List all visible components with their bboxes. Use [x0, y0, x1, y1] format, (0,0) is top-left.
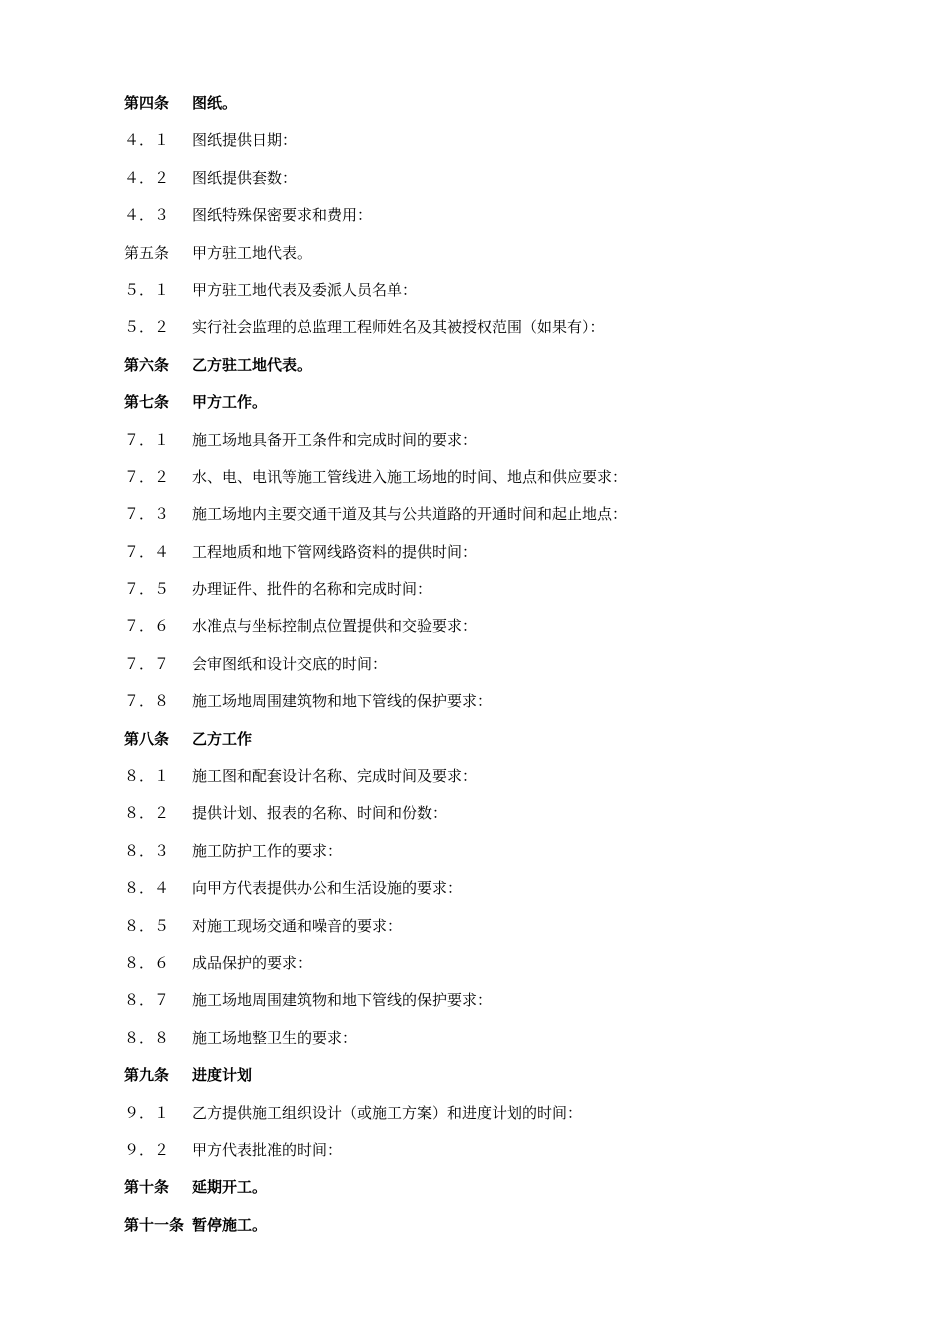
article-heading — [124, 350, 824, 387]
article-label: 第十一条 — [124, 1215, 185, 1234]
clause-item — [124, 125, 824, 162]
clause-item — [124, 686, 824, 723]
clause-text: 施工图和配套设计名称、完成时间及要求： — [192, 767, 478, 786]
article-title: 进度计划 — [192, 1066, 253, 1085]
clause-item — [124, 948, 824, 985]
clause-item — [124, 275, 824, 312]
clause-text: 水准点与坐标控制点位置提供和交验要求： — [192, 617, 478, 636]
clause-text: 实行社会监理的总监理工程师姓名及其被授权范围（如果有）： — [192, 318, 605, 337]
article-title: 乙方驻工地代表。 — [192, 355, 313, 374]
document-body — [124, 88, 824, 1247]
clause-text: 施工场地具备开工条件和完成时间的要求： — [192, 430, 478, 449]
clause-number: ８．６ — [124, 953, 170, 972]
clause-item — [124, 163, 824, 200]
clause-text: 工程地质和地下管网线路资料的提供时间： — [192, 542, 478, 561]
article-label: 第八条 — [124, 729, 170, 748]
clause-number: ８．２ — [124, 804, 170, 823]
clause-number: ８．３ — [124, 841, 170, 860]
clause-number: ７．１ — [124, 430, 170, 449]
clause-number: ７．２ — [124, 467, 170, 486]
clause-item — [124, 611, 824, 648]
article-label: 第九条 — [124, 1066, 170, 1085]
article-title: 乙方工作 — [192, 729, 253, 748]
clause-number: ８．１ — [124, 767, 170, 786]
clause-item — [124, 574, 824, 611]
clause-text: 图纸特殊保密要求和费用： — [192, 206, 373, 225]
clause-text: 成品保护的要求： — [192, 953, 313, 972]
article-heading — [124, 238, 824, 275]
clause-item — [124, 200, 824, 237]
clause-number: ５．１ — [124, 280, 170, 299]
clause-text: 甲方代表批准的时间： — [192, 1140, 343, 1159]
clause-text: 水、电、电讯等施工管线进入施工场地的时间、地点和供应要求： — [192, 467, 628, 486]
clause-text: 乙方提供施工组织设计（或施工方案）和进度计划的时间： — [192, 1103, 583, 1122]
clause-text: 图纸提供日期： — [192, 131, 298, 150]
article-label: 第六条 — [124, 355, 170, 374]
clause-number: ５．２ — [124, 318, 170, 337]
clause-item — [124, 499, 824, 536]
clause-item — [124, 649, 824, 686]
clause-text: 施工场地周围建筑物和地下管线的保护要求： — [192, 692, 493, 711]
clause-item — [124, 761, 824, 798]
clause-item — [124, 798, 824, 835]
article-title: 图纸。 — [192, 94, 238, 112]
clause-item — [124, 873, 824, 910]
article-heading — [124, 1210, 824, 1247]
article-label: 第七条 — [124, 393, 170, 412]
clause-text: 向甲方代表提供办公和生活设施的要求： — [192, 879, 463, 898]
article-label: 第五条 — [124, 243, 170, 262]
clause-item — [124, 1023, 824, 1060]
clause-number: ９．１ — [124, 1103, 170, 1122]
article-label: 第四条 — [124, 94, 170, 112]
clause-item — [124, 425, 824, 462]
clause-item — [124, 1135, 824, 1172]
clause-text: 施工防护工作的要求： — [192, 841, 343, 860]
clause-number: ７．６ — [124, 617, 170, 636]
clause-text: 提供计划、报表的名称、时间和份数： — [192, 804, 448, 823]
clause-number: ７．３ — [124, 505, 170, 524]
clause-item — [124, 985, 824, 1022]
clause-number: ７．５ — [124, 580, 170, 599]
clause-number: ４．３ — [124, 206, 170, 225]
article-title: 甲方驻工地代表。 — [192, 243, 313, 262]
clause-number: ８．５ — [124, 916, 170, 935]
article-heading — [124, 1172, 824, 1209]
article-heading — [124, 1060, 824, 1097]
clause-item — [124, 312, 824, 349]
clause-number: ８．８ — [124, 1028, 170, 1047]
article-title: 暂停施工。 — [192, 1215, 268, 1234]
clause-text: 施工场地周围建筑物和地下管线的保护要求： — [192, 991, 493, 1010]
clause-number: ７．４ — [124, 542, 170, 561]
clause-number: ４．１ — [124, 131, 170, 150]
clause-text: 甲方驻工地代表及委派人员名单： — [192, 280, 418, 299]
clause-number: ８．７ — [124, 991, 170, 1010]
article-title: 延期开工。 — [192, 1178, 268, 1197]
clause-number: ７．７ — [124, 654, 170, 673]
clause-number: ８．４ — [124, 879, 170, 898]
clause-number: ４．２ — [124, 168, 170, 187]
article-heading — [124, 724, 824, 761]
clause-text: 施工场地整卫生的要求： — [192, 1028, 358, 1047]
clause-item — [124, 1098, 824, 1135]
clause-text: 对施工现场交通和噪音的要求： — [192, 916, 403, 935]
article-title: 甲方工作。 — [192, 393, 268, 412]
article-heading — [124, 88, 824, 125]
clause-number: ９．２ — [124, 1140, 170, 1159]
article-heading — [124, 387, 824, 424]
clause-number: ７．８ — [124, 692, 170, 711]
clause-item — [124, 537, 824, 574]
clause-text: 图纸提供套数： — [192, 168, 298, 187]
clause-text: 办理证件、批件的名称和完成时间： — [192, 580, 433, 599]
article-label: 第十条 — [124, 1178, 170, 1197]
clause-item — [124, 836, 824, 873]
clause-item — [124, 462, 824, 499]
clause-item — [124, 911, 824, 948]
clause-text: 会审图纸和设计交底的时间： — [192, 654, 388, 673]
clause-text: 施工场地内主要交通干道及其与公共道路的开通时间和起止地点： — [192, 505, 628, 524]
